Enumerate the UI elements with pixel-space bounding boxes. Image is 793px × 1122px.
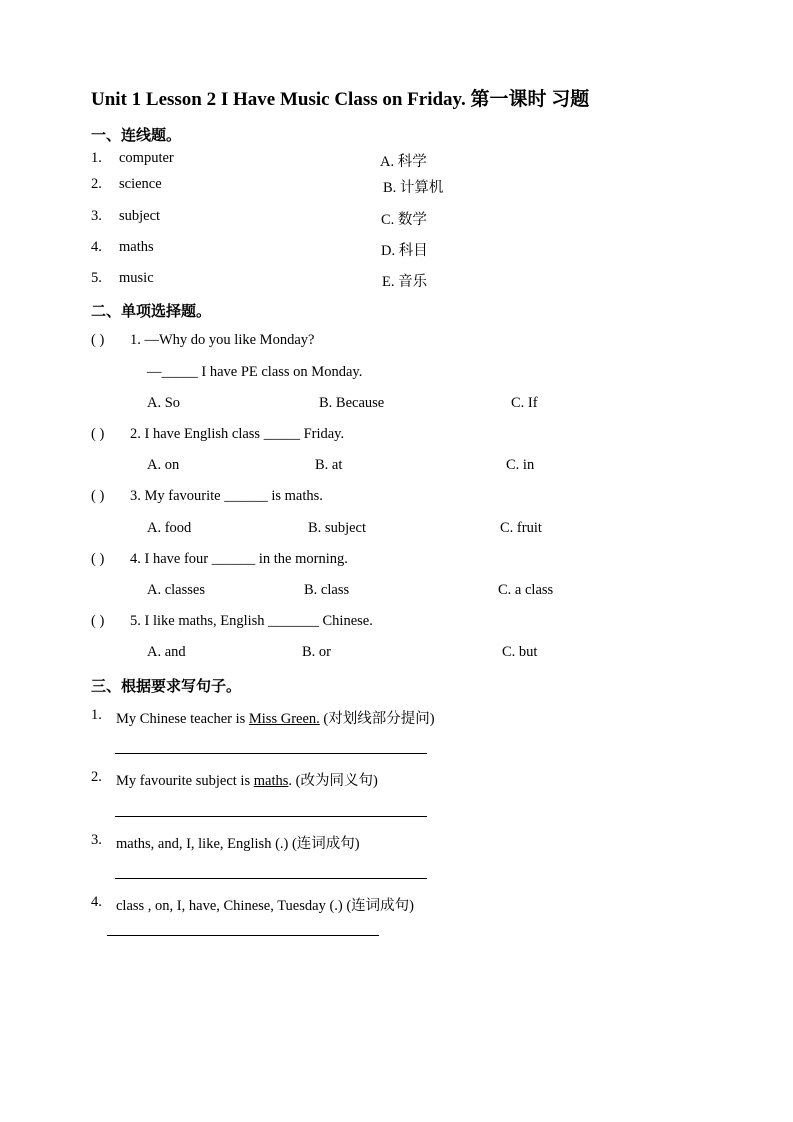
match-right-item: C. 数学	[381, 212, 427, 228]
rewrite-prompt	[116, 707, 435, 728]
answer-line[interactable]	[115, 816, 427, 817]
match-right-item: D. 科目	[381, 243, 428, 259]
match-right-item: B. 计算机	[383, 180, 444, 196]
question-stem: 4. I have four ______ in the morning.	[130, 551, 348, 567]
match-left-word: computer	[119, 150, 174, 166]
option-b: B. class	[304, 582, 350, 598]
prompt-instruction: . (改为同义句)	[288, 773, 378, 789]
rewrite-prompt	[116, 769, 378, 790]
answer-paren: ( )	[91, 613, 105, 629]
option-b: B. at	[315, 457, 343, 473]
item-num: 1.	[91, 707, 102, 723]
question-stem: 2. I have English class _____ Friday.	[130, 426, 345, 442]
prompt-instruction: (对划线部分提问)	[319, 711, 435, 727]
match-left-word: maths	[119, 239, 154, 255]
answer-line[interactable]	[115, 878, 427, 879]
option-a: A. classes	[147, 582, 205, 598]
underlined-part: maths	[253, 773, 289, 789]
option-a: A. So	[147, 395, 181, 411]
item-num: 4.	[91, 894, 102, 910]
section1-heading: 一、连线题。	[91, 126, 182, 144]
rewrite-prompt: class , on, I, have, Chinese, Tuesday (.) (连词成句)	[116, 898, 415, 914]
answer-paren: ( )	[91, 426, 105, 442]
option-a: A. food	[147, 520, 192, 536]
match-right-item: A. 科学	[380, 154, 427, 170]
option-a: A. on	[147, 457, 180, 473]
answer-line[interactable]	[115, 753, 427, 754]
option-c: C. If	[511, 395, 538, 411]
option-b: B. or	[302, 644, 331, 660]
answer-paren: ( )	[91, 488, 105, 504]
match-left-word: music	[119, 270, 154, 286]
option-c: C. but	[502, 644, 538, 660]
match-left-num: 1.	[91, 150, 102, 166]
match-right-item: E. 音乐	[382, 274, 428, 290]
answer-line[interactable]	[107, 935, 379, 936]
match-left-word: science	[119, 176, 162, 192]
option-a: A. and	[147, 644, 186, 660]
question-stem: 5. I like maths, English _______ Chinese.	[130, 613, 373, 629]
match-left-num: 5.	[91, 270, 102, 286]
underlined-part: Miss Green.	[248, 711, 320, 727]
match-left-num: 4.	[91, 239, 102, 255]
option-b: B. subject	[308, 520, 366, 536]
prompt-text: My Chinese teacher is	[116, 711, 249, 727]
answer-paren: ( )	[91, 332, 105, 348]
item-num: 2.	[91, 769, 102, 785]
question-stem: 1. —Why do you like Monday?	[130, 332, 315, 348]
match-left-num: 3.	[91, 208, 102, 224]
item-num: 3.	[91, 832, 102, 848]
page-title: Unit 1 Lesson 2 I Have Music Class on Friday. 第一课时 习题	[91, 89, 590, 110]
question-stem-line2: —_____ I have PE class on Monday.	[147, 364, 363, 380]
option-c: C. fruit	[500, 520, 542, 536]
prompt-text: My favourite subject is	[116, 773, 254, 789]
section2-heading: 二、单项选择题。	[91, 302, 212, 320]
match-left-num: 2.	[91, 176, 102, 192]
option-b: B. Because	[319, 395, 385, 411]
section3-heading: 三、根据要求写句子。	[91, 677, 242, 695]
answer-paren: ( )	[91, 551, 105, 567]
option-c: C. in	[506, 457, 535, 473]
match-left-word: subject	[119, 208, 161, 224]
rewrite-prompt: maths, and, I, like, English (.) (连词成句)	[116, 836, 360, 852]
option-c: C. a class	[498, 582, 554, 598]
question-stem: 3. My favourite ______ is maths.	[130, 488, 323, 504]
